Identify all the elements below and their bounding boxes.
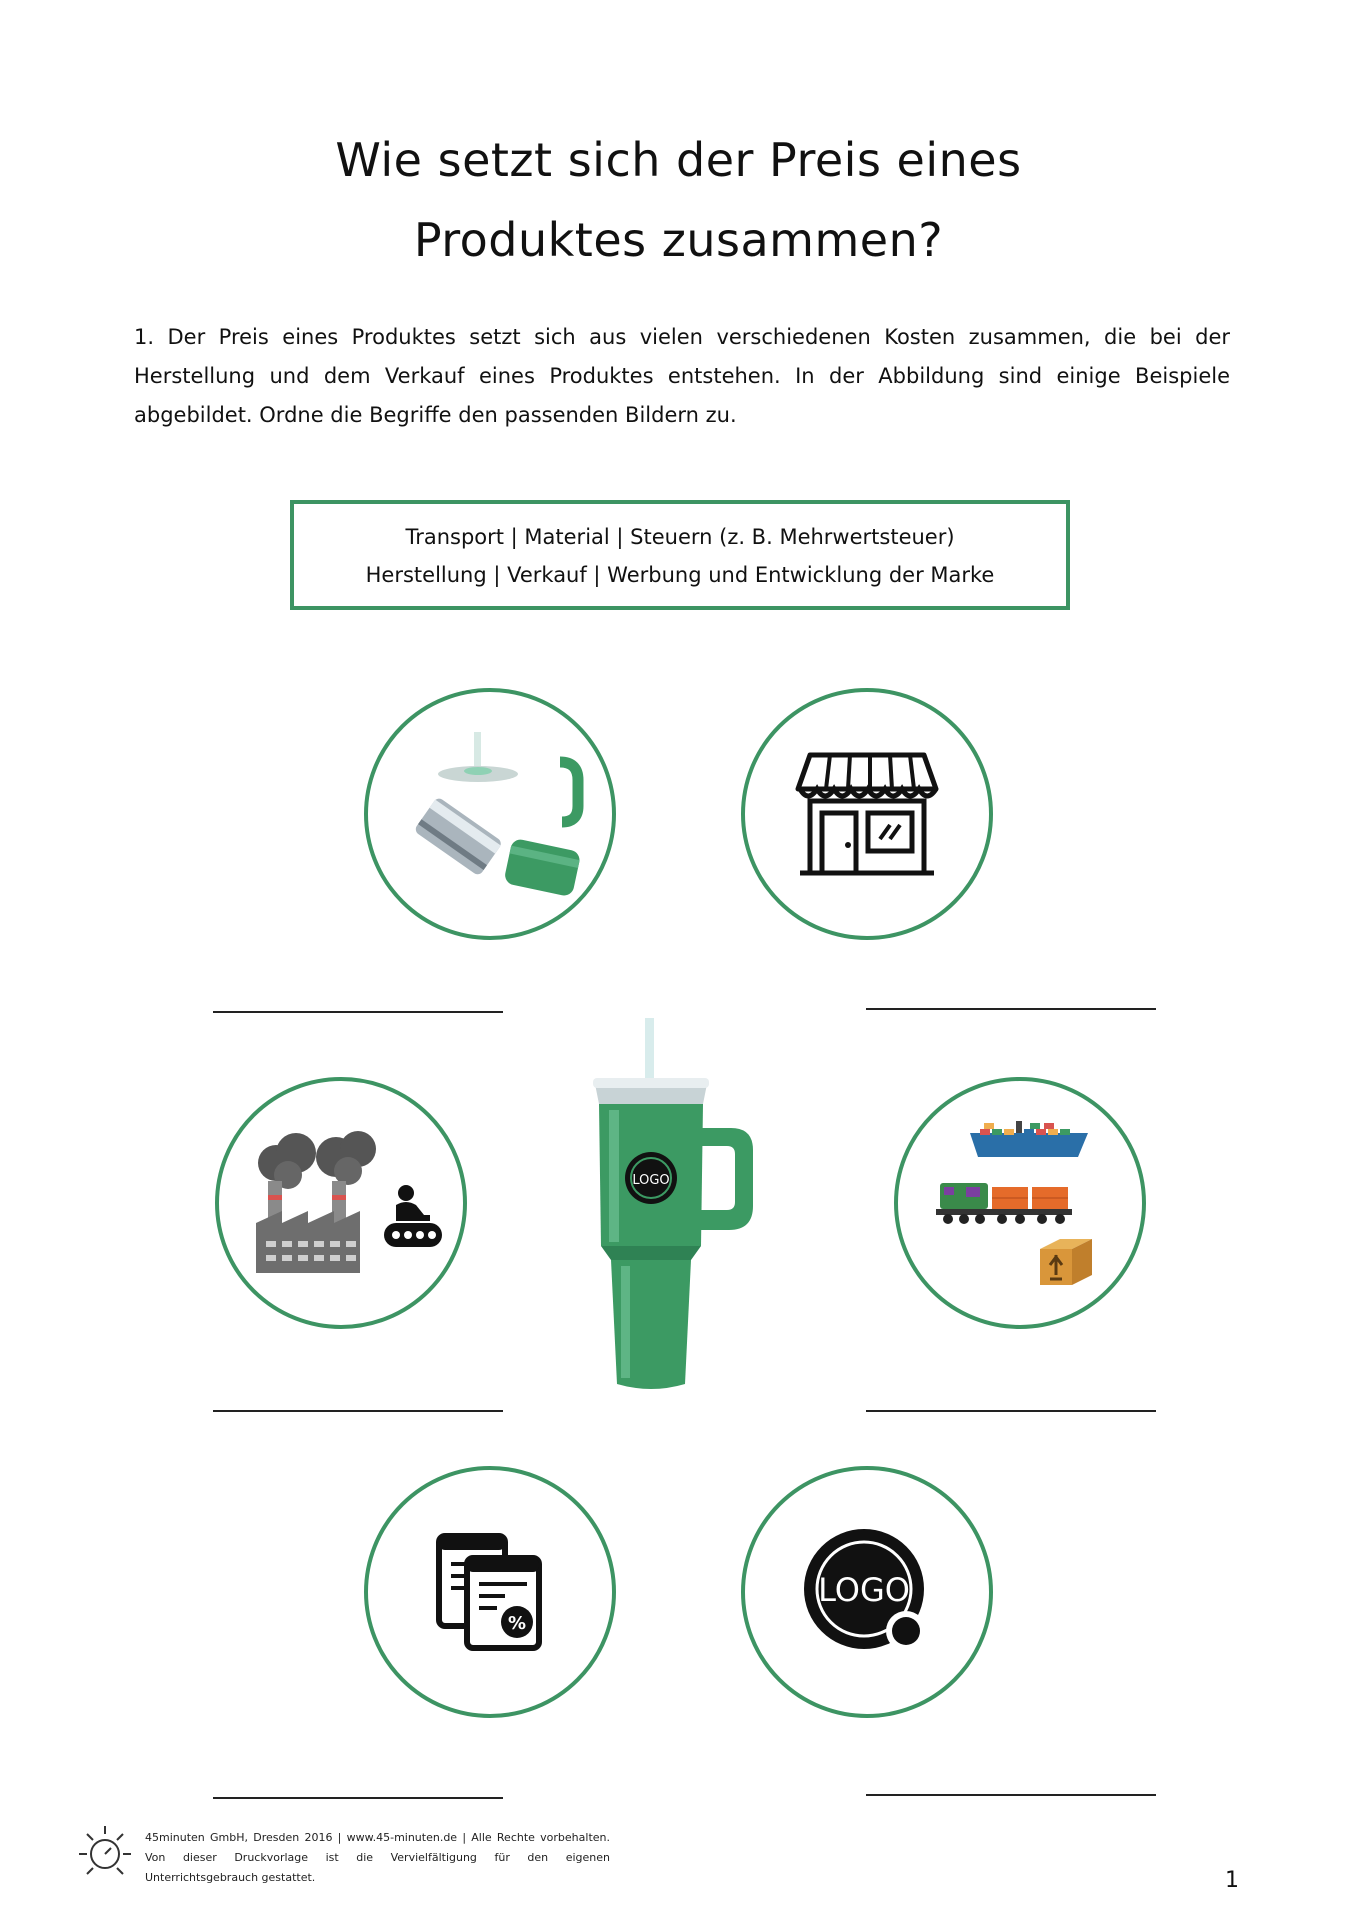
factory-icon [236,1123,446,1283]
answer-line-3[interactable] [213,1410,503,1412]
tumbler-cup-image [585,1018,780,1393]
percent-symbol: % [507,1613,527,1634]
task-instruction: 1. Der Preis eines Produktes setzt sich aus vielen verschiedenen Kosten zusammen, die bei der Herstellung und dem Verkauf eines Produktes entstehen. In der Abbildung sind einige Beispiele abgebildet. Ordne die Begriffe den passenden Bildern zu. [134,325,1230,427]
cup-parts-icon [390,714,590,914]
logo-text: LOGO [818,1571,910,1609]
word-box [290,500,1070,610]
word-box-line-2: Herstellung | Verkauf | Werbung und Entwicklung der Marke [365,563,995,587]
circle-werbung [741,1466,993,1718]
circle-herstellung [215,1077,467,1329]
answer-line-1[interactable] [213,1011,503,1013]
cup-logo-text: LOGO [632,1173,670,1188]
title-line-2: Produktes zusammen? [413,213,944,267]
word-box-line-1: Transport | Material | Steuern (z. B. Mehrwertsteuer) [405,525,955,549]
footer-copyright: 45minuten GmbH, Dresden 2016 | www.45-minuten.de | Alle Rechte vorbehalten. Von dieser Druckvorlage ist die Vervielfältigung für den eigenen Unterrichtsgebrauch gestattet. [145,1831,610,1884]
circle-transport [894,1077,1146,1329]
answer-line-6[interactable] [866,1794,1156,1796]
page-number: 1 [1225,1868,1239,1893]
page-title [0,120,1357,280]
shop-icon [792,749,942,879]
circle-verkauf [741,688,993,940]
tax-document-icon [435,1532,545,1652]
answer-line-5[interactable] [213,1797,503,1799]
answer-line-2[interactable] [866,1008,1156,1010]
title-line-1: Wie setzt sich der Preis eines [335,133,1022,187]
publisher-logo-icon [75,1822,135,1882]
answer-line-4[interactable] [866,1410,1156,1412]
transport-icon [920,1103,1120,1303]
brand-logo-icon [802,1527,932,1657]
circle-steuern [364,1466,616,1718]
circle-material [364,688,616,940]
